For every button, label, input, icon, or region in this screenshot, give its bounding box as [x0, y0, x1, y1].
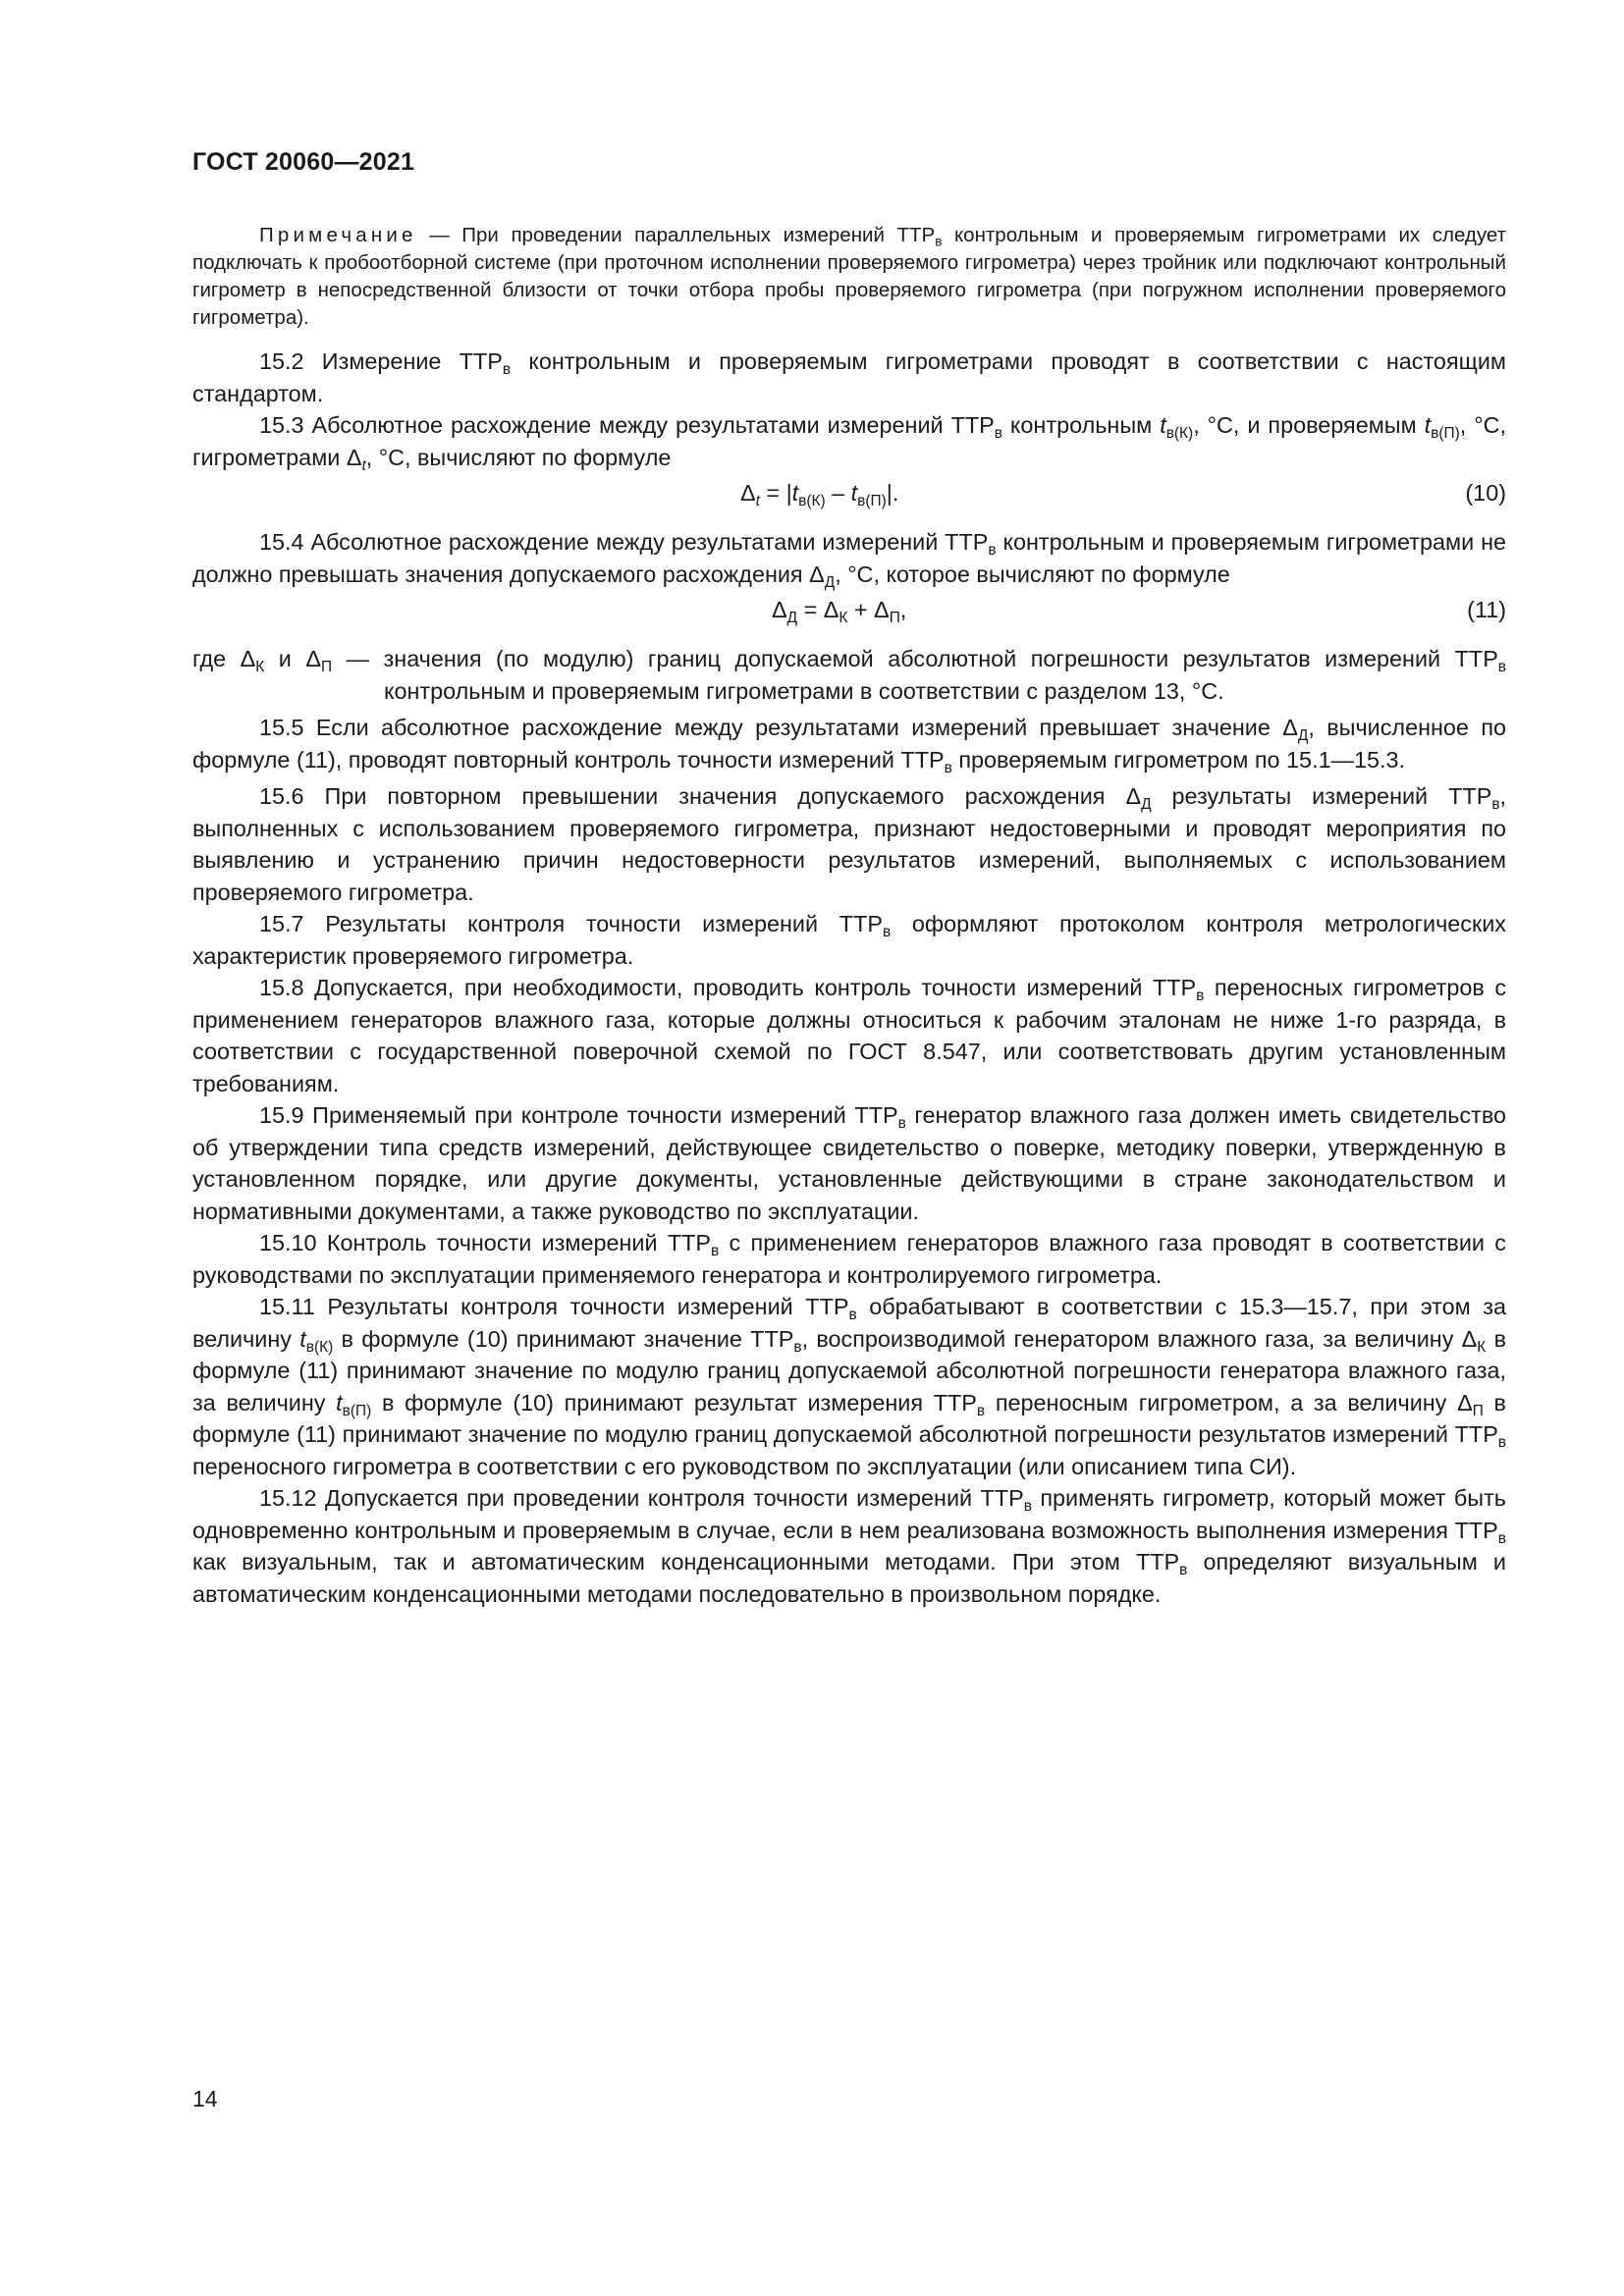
- formula-10: [192, 477, 1506, 518]
- paragraph-15-6: 15.6 При повторном превышении значения допускаемого расхождения $\Delta_Д$ результаты измерений $ТТР_в$, выполненных с использованием проверяемого гигрометра, признают недостоверными и проводят мероприятия по выявлению и устранению причин недостоверности результатов измерений, выполняемых с использованием проверяемого гигрометра.: [192, 783, 1507, 905]
- paragraph-15-2: 15.2 Измерение $ТТР_в$ контрольным и проверяемым гигрометрами проводят в соответствии с настоящим стандартом.: [192, 348, 1506, 406]
- document-header: ГОСТ 20060—2021: [192, 148, 415, 176]
- paragraph-15-11: 15.11 Результаты контроля точности измерений $ТТР_в$ обрабатывают в соответствии с 15.3—15.7, при этом за величину $t_{в(К)}$ в формуле (10) принимают значение $ТТР_в$, воспроизводимой генератором влажного газа, за величину $\Delta_К$ в формуле (11) принимают значение по модулю границ допускаемой абсолютной погрешности генератора влажного газа, за величину $t_{в(П)}$ в формуле (10) принимают результат измерения $ТТР_в$ переносным гигрометром, а за величину $\Delta_П$ в формуле (11) принимают значение по модулю границ допускаемой абсолютной погрешности результатов измерений $ТТР_в$ переносного гигрометра в соответствии с его руководством по эксплуатации (или описанием типа СИ).: [192, 1294, 1506, 1479]
- paragraph-15-12: 15.12 Допускается при проведении контроля точности измерений $ТТР_в$ применять гигрометр, который может быть одновременно контрольным и проверяемым в случае, если в нем реализована возможность выполнения измерения $ТТР_в$ как визуальным, так и автоматическим конденсационными методами. При этом $ТТР_в$ определяют визуальным и автоматическим конденсационными методами последовательно в произвольном порядке.: [192, 1485, 1506, 1607]
- note-label: Примечание: [259, 224, 417, 246]
- document-body: [192, 222, 1506, 1610]
- paragraph-15-3: 15.3 Абсолютное расхождение между результатами измерений $ТТР_в$ контрольным $t_{в(К)}$, °С, и проверяемым $t_{в(П)}$, °С, гигрометрами $\Delta_t$, °С, вычисляют по формуле: [192, 412, 1506, 474]
- paragraph-15-9: 15.9 Применяемый при контроле точности измерений $ТТР_в$ генератор влажного газа должен иметь свидетельство об утверждении типа средств измерений, действующее свидетельство о поверке, методику поверки, утвержденную в установленном порядке, или другие документы, установленные действующими в стране законодательством и нормативными документами, а также руководство по эксплуатации.: [192, 1102, 1506, 1224]
- paragraph-15-8: 15.8 Допускается, при необходимости, проводить контроль точности измерений $ТТР_в$ переносных гигрометров с применением генераторов влажного газа, которые должны относиться к рабочим эталонам не ниже 1-го разряда, в соответствии с государственной поверочной схемой по ГОСТ 8.547, или соответствовать другим установленным требованиям.: [192, 975, 1507, 1096]
- paragraph-15-5: 15.5 Если абсолютное расхождение между результатами измерений превышает значение $\Delta_Д$, вычисленное по формуле (11), проводят повторный контроль точности измерений $ТТР_в$ проверяемым гигрометром по 15.1—15.3.: [192, 715, 1506, 776]
- paragraph-15-7: 15.7 Результаты контроля точности измерений $ТТР_в$ оформляют протоколом контроля метрологических характеристик проверяемого гигрометра.: [192, 911, 1506, 969]
- formula-10-expression: $\Delta_t = |t_{в(К)} - t_{в(П)}|$.: [740, 480, 899, 509]
- formula-11-number: (11): [1467, 597, 1506, 622]
- paragraph-15-10: 15.10 Контроль точности измерений $ТТР_в$ с применением генераторов влажного газа проводят в соответствии с руководствами по эксплуатации применяемого генератора и контролируемого гигрометра.: [192, 1230, 1506, 1288]
- formula-10-number: (10): [1465, 480, 1506, 506]
- formula-11-expression: $\Delta_Д = \Delta_К + \Delta_П$,: [772, 597, 907, 626]
- note-paragraph: Примечание — При проведении параллельных измерений $ТТР_в$ контрольным и проверяемым гигрометрами их следует подключать к пробоотборной системе (при проточном исполнении проверяемого гигрометра) через тройник или подключают контрольный гигрометр в непосредственной близости от точки отбора пробы проверяемого гигрометра (при погружном исполнении проверяемого гигрометра).: [192, 224, 1506, 329]
- formula-11: [192, 594, 1506, 635]
- page-number: 14: [192, 2086, 218, 2111]
- where-clause: где $\Delta_К$ и $\Delta_П$ — значения (по модулю) границ допускаемой абсолютной погрешности результатов измерений $ТТР_в$ контрольным и проверяемым гигрометрами в соответствии с разделом 13, °С.: [192, 646, 1506, 704]
- paragraph-15-4: 15.4 Абсолютное расхождение между результатами измерений $ТТР_в$ контрольным и проверяемым гигрометрами не должно превышать значения допускаемого расхождения $\Delta_Д$, °С, которое вычисляют по формуле: [192, 529, 1506, 591]
